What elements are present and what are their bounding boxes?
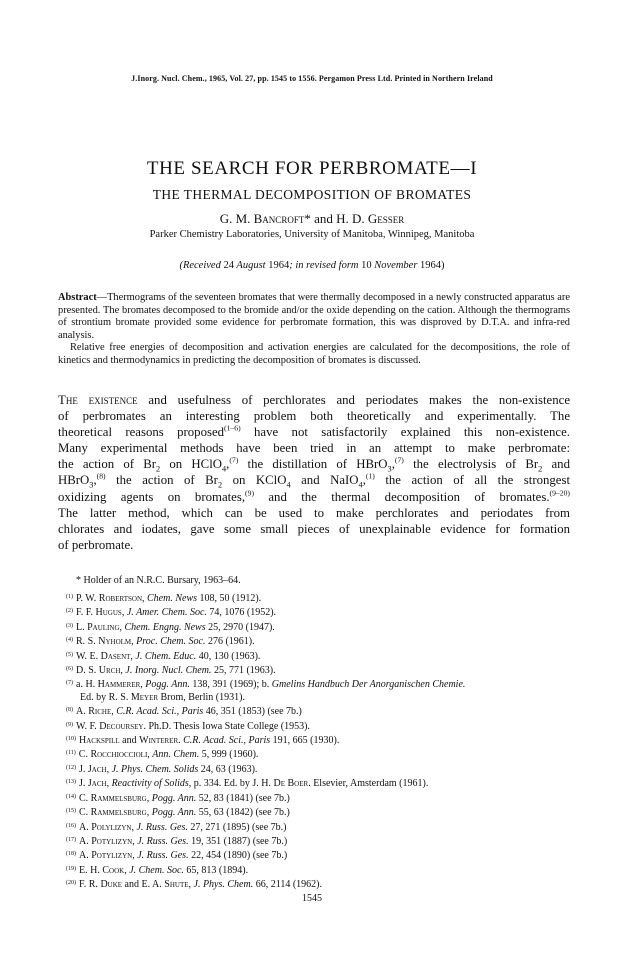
- reference-text: ,: [120, 665, 126, 677]
- reference-number: (2): [66, 608, 73, 615]
- reference-details: 19, 351 (1887) (see 7b.): [188, 835, 288, 847]
- reference-text: ,: [140, 679, 146, 691]
- body-text-6d: on KClO: [222, 473, 287, 488]
- received-year: 1964: [268, 260, 290, 271]
- reference-continuation: [66, 692, 576, 704]
- affiliation: Parker Chemistry Laboratories, University of Manitoba, Winnipeg, Manitoba: [149, 229, 475, 240]
- body-lead-in: The existence: [58, 393, 138, 407]
- reference-item: [66, 776, 576, 790]
- reference-editor: De Boer: [273, 778, 309, 790]
- reference-number: (16): [66, 822, 76, 829]
- reference-source: J. Russ. Ges.: [136, 821, 188, 833]
- reference-initials: a. H.: [76, 679, 98, 691]
- body-text-7a: oxidizing agents on bromates,: [58, 489, 246, 504]
- body-text-5d: the distillation of HBrO: [238, 457, 388, 472]
- citation-7: (7): [229, 456, 239, 466]
- reference-author: Robertson: [98, 593, 142, 604]
- reference-initials: A.: [79, 821, 92, 833]
- reference-number: (3): [66, 622, 73, 629]
- citation-1-6: (1–6): [224, 423, 241, 433]
- reference-initials: A.: [79, 850, 92, 862]
- reference-author: Winterer: [139, 735, 179, 747]
- reference-number: (10): [66, 736, 76, 743]
- reference-details: 191, 665 (1930).: [270, 735, 340, 747]
- reference-number: (19): [66, 865, 76, 872]
- reference-author: Polylizyn: [91, 821, 132, 833]
- reference-author: Meyer: [130, 691, 159, 703]
- reference-text: . Ph.D. Thesis Iowa State College (1953).: [143, 720, 310, 732]
- reference-item: [66, 605, 576, 619]
- reference-text: Ed. by R. S.: [80, 691, 131, 703]
- reference-author: Nyholm: [98, 636, 132, 648]
- reference-text: ,: [146, 792, 152, 804]
- abstract-paragraph-1: [58, 292, 570, 342]
- reference-initials: J.: [79, 778, 88, 790]
- reference-number: (7): [66, 680, 73, 687]
- reference-details: 108, 50 (1912).: [197, 593, 262, 604]
- reference-item: [66, 762, 576, 776]
- reference-source: Pogg. Ann.: [151, 792, 197, 804]
- reference-item: [66, 733, 576, 747]
- reference-source: J. Chem. Educ.: [135, 650, 197, 662]
- reference-initials: C.: [78, 749, 91, 761]
- reference-number: (18): [66, 851, 76, 858]
- abstract-paragraph-2: Relative free energies of decomposition and activation energies are calculated for the decompositions, the role of kinetics and thermodynamics in predicting the decomposition of bromates is discussed.: [58, 342, 570, 366]
- reference-details: 24, 63 (1963).: [198, 763, 258, 775]
- reference-details: , p. 334. Ed. by J. H.: [188, 778, 274, 790]
- reference-text: ,: [142, 593, 147, 604]
- body-text-7b: and the thermal decomposition of bromates.: [254, 489, 550, 504]
- reference-details: 74, 1076 (1952).: [206, 607, 277, 619]
- body-text-6a: HBrO: [58, 473, 90, 488]
- body-text-6g: the action of all the strongest: [374, 473, 571, 488]
- reference-text: ,: [131, 821, 137, 833]
- reference-number: (11): [66, 750, 76, 757]
- body-text-5e: ,: [391, 457, 395, 472]
- reference-details: 27, 271 (1895) (see 7b.): [187, 821, 287, 833]
- body-text-6e: and NaIO: [290, 473, 359, 488]
- subscript: 3: [89, 481, 94, 491]
- reference-initials: P. W.: [76, 593, 99, 604]
- reference-source: Chem. Engng. News: [124, 621, 206, 633]
- revised-month: November: [371, 260, 421, 271]
- body-line-2: of perbromates an interesting problem both theoretically and experimentally. The: [58, 409, 570, 424]
- author-footnote: * Holder of an N.R.C. Bursary, 1963–64.: [76, 575, 241, 586]
- reference-author: Pauling: [87, 621, 120, 633]
- reference-initials: C.: [79, 807, 91, 819]
- reference-author: Rammelsburg: [90, 792, 147, 804]
- reference-author: Dasent: [100, 650, 131, 662]
- reference-author: Duke: [100, 879, 123, 891]
- received-text: (Received: [179, 260, 224, 271]
- subscript: 2: [156, 464, 161, 474]
- reference-text: ,: [111, 706, 117, 718]
- abstract-label: Abstract: [58, 292, 97, 303]
- reference-author: Potylizyn: [91, 835, 133, 847]
- author-2-initials: H. D.: [336, 211, 368, 226]
- citation-9: (9): [245, 488, 254, 498]
- subscript: 2: [538, 464, 543, 474]
- author-line: [0, 211, 624, 227]
- reference-source: J. Amer. Chem. Soc.: [126, 607, 207, 619]
- reference-author: Hammerer: [97, 679, 141, 691]
- reference-text: ,: [106, 763, 112, 775]
- body-text-6f: ,: [362, 473, 366, 488]
- reference-item: [66, 663, 576, 677]
- body-line-1: [58, 392, 570, 408]
- reference-source: J. Chem. Soc.: [129, 864, 184, 876]
- reference-initials: E. H.: [79, 864, 103, 876]
- reference-details: . Elsevier, Amsterdam (1961).: [308, 778, 429, 790]
- body-text-6c: the action of Br: [105, 473, 218, 488]
- reference-item: [66, 620, 576, 634]
- citation-1: (1): [365, 472, 375, 482]
- reference-details: 22, 454 (1890) (see 7b.): [188, 850, 288, 862]
- body-text-3b: have not satisfactorily explained this non-existence.: [240, 425, 570, 440]
- reference-source: J. Phys. Chem. Solids: [111, 763, 199, 775]
- reference-details: 40, 130 (1963).: [196, 650, 261, 662]
- reference-author: Potylizyn: [91, 850, 133, 862]
- reference-author: Rammelsburg: [90, 807, 147, 819]
- reference-source: C.R. Acad. Sci., Paris: [183, 735, 271, 747]
- reference-item: [66, 704, 576, 718]
- reference-text: ,: [131, 636, 137, 648]
- body-text-5a: the action of Br: [58, 457, 157, 472]
- reference-source: J. Russ. Ges.: [137, 850, 189, 862]
- reference-author: Jach: [87, 763, 107, 775]
- reference-source: Reactivity of Solids: [111, 778, 189, 790]
- author-1-footnote-mark: *: [304, 211, 311, 226]
- body-text-5b: on HClO: [160, 457, 223, 472]
- body-line-10: of perbromate.: [58, 537, 134, 552]
- reference-text: ,: [132, 850, 138, 862]
- reference-author: Jach: [87, 778, 107, 790]
- reference-details: 65, 813 (1894).: [183, 864, 249, 876]
- author-2-surname: Gesser: [367, 211, 405, 226]
- reference-item: [66, 834, 576, 848]
- body-text: [58, 392, 570, 553]
- reference-details: Brom, Berlin (1931).: [158, 691, 245, 703]
- reference-author: Cook: [102, 864, 125, 876]
- body-text-5g: and: [542, 457, 570, 472]
- reference-number: (9): [66, 721, 73, 728]
- reference-details: 25, 2970 (1947).: [205, 621, 275, 633]
- received-dates: [0, 260, 624, 271]
- abstract-text-1: —Thermograms of the seventeen bromates that were thermally decomposed in a newly constructed apparatus are presented. The bromates decomposed to the bromide and/or the oxide depending on the cation. Although the thermograms of strontium bromate provided some evidence for perbromate formation, this was disproved by D.T.A. and infra-red analysis.: [58, 292, 570, 341]
- body-text-6b: ,: [93, 473, 97, 488]
- body-text-5f: the electrolysis of Br: [403, 457, 539, 472]
- reference-number: (1): [66, 594, 73, 600]
- abstract: [58, 292, 570, 368]
- reference-initials: W. E.: [76, 650, 101, 662]
- reference-initials: W. F.: [76, 720, 100, 732]
- reference-initials: F. F.: [76, 607, 96, 619]
- reference-author: Hugus: [95, 607, 122, 619]
- received-month: August: [233, 260, 269, 271]
- reference-details: 276 (1961).: [205, 636, 255, 648]
- reference-text: ,: [106, 778, 112, 790]
- received-day: 24: [223, 260, 234, 271]
- body-line-9: chlorates and iodates, gave some small pieces of unexplainable evidence for formation: [58, 521, 570, 536]
- reference-source: J. Phys. Chem.: [193, 879, 254, 891]
- reference-number: (15): [66, 808, 76, 815]
- body-text-5c: ,: [226, 457, 230, 472]
- reference-details: 25, 771 (1963).: [211, 665, 276, 677]
- reference-text: ,: [147, 749, 153, 761]
- body-text-3a: theoretical reasons proposed: [58, 425, 225, 440]
- body-text-1: and usefulness of perchlorates and periodates makes the non-existence: [137, 393, 570, 407]
- reference-author: Riche: [88, 706, 112, 718]
- reference-author: Decoursey: [99, 720, 144, 732]
- paper-subtitle: THE THERMAL DECOMPOSITION OF BROMATES: [152, 187, 472, 202]
- reference-item: [66, 649, 576, 663]
- revised-day: 10: [361, 260, 372, 271]
- reference-source: J. Russ. Ges.: [137, 835, 189, 847]
- reference-details: 55, 63 (1842) (see 7b.): [196, 807, 290, 819]
- reference-text: ,: [132, 835, 138, 847]
- reference-source: C.R. Acad. Sci., Paris: [116, 706, 204, 718]
- journal-citation-line: J.Inorg. Nucl. Chem., 1965, Vol. 27, pp. 1545 to 1556. Pergamon Press Ltd. Printed in Northern Ireland: [131, 74, 493, 83]
- reference-item: [66, 877, 576, 891]
- reference-details: 5, 999 (1960).: [199, 749, 259, 761]
- reference-source: Pogg. Ann.: [151, 807, 197, 819]
- reference-text: ,: [121, 607, 127, 619]
- author-conjunction: and: [310, 211, 337, 226]
- subscript: 4: [222, 464, 227, 474]
- reference-number: (8): [66, 707, 73, 714]
- reference-item: [66, 747, 576, 761]
- reference-initials: D. S.: [76, 665, 99, 677]
- reference-item: [66, 805, 576, 819]
- reference-initials: L.: [76, 621, 88, 633]
- reference-number: (13): [66, 779, 76, 786]
- reference-item: [66, 634, 576, 648]
- reference-source: Gmelins Handbuch Der Anorganischen Chemie.: [271, 679, 466, 691]
- subscript: 3: [387, 464, 392, 474]
- reference-number: (17): [66, 836, 76, 843]
- citation-7: (7): [394, 456, 404, 466]
- reference-number: (4): [66, 637, 73, 644]
- reference-text: ,: [188, 879, 194, 891]
- reference-author: Hackspill: [79, 735, 120, 747]
- paper-title: THE SEARCH FOR PERBROMATE—I: [146, 158, 478, 179]
- reference-number: (12): [66, 764, 76, 771]
- reference-text: .: [178, 735, 184, 747]
- revised-text: ; in revised form: [289, 260, 362, 271]
- reference-item: [66, 591, 576, 605]
- reference-item: [66, 677, 576, 691]
- subscript: 4: [286, 481, 291, 491]
- reference-details: 66, 2114 (1962).: [253, 879, 323, 891]
- reference-item: [66, 863, 576, 877]
- reference-initials: A.: [76, 706, 89, 718]
- reference-text: and E. A.: [122, 879, 165, 891]
- revised-year: 1964): [420, 260, 445, 271]
- reference-number: (5): [66, 651, 73, 658]
- reference-source: Ann. Chem.: [152, 749, 200, 761]
- author-1-surname: Bancroft: [253, 211, 305, 226]
- body-line-6: [58, 472, 571, 491]
- reference-number: (14): [66, 793, 76, 800]
- reference-source: Pogg. Ann.: [145, 679, 190, 691]
- reference-source: J. Inorg. Nucl. Chem.: [125, 665, 212, 677]
- reference-item: [66, 848, 576, 862]
- reference-number: (20): [66, 880, 76, 887]
- reference-text: ,: [124, 864, 130, 876]
- reference-details: 52, 83 (1841) (see 7b.): [196, 792, 290, 804]
- reference-author: Urch: [98, 665, 121, 677]
- reference-source: Proc. Chem. Soc.: [136, 636, 206, 648]
- reference-list: [66, 591, 576, 892]
- body-line-7: [58, 489, 570, 505]
- reference-details: 46, 351 (1853) (see 7b.): [203, 706, 302, 718]
- body-line-5: [58, 456, 570, 472]
- reference-text: ,: [130, 650, 136, 662]
- reference-text: and: [119, 735, 140, 747]
- reference-initials: J.: [79, 763, 88, 775]
- reference-text: ,: [146, 807, 152, 819]
- reference-initials: R. S.: [76, 636, 99, 648]
- reference-initials: A.: [79, 835, 92, 847]
- reference-source: Chem. News: [147, 593, 197, 604]
- body-line-4: Many experimental methods have been tried in an attempt to make perbromate:: [58, 441, 570, 456]
- reference-initials: F. R.: [79, 879, 101, 891]
- author-1-initials: G. M.: [219, 211, 254, 226]
- body-line-3: [58, 424, 570, 440]
- reference-item: [66, 791, 576, 805]
- citation-9-20: (9–20): [549, 488, 570, 498]
- reference-initials: C.: [79, 792, 91, 804]
- body-line-8: The latter method, which can be used to make perchlorates and periodates from: [58, 505, 570, 520]
- reference-details: 138, 391 (1969); b.: [189, 679, 272, 691]
- page-number: 1545: [302, 893, 322, 904]
- reference-author: Rocchioccioli: [90, 749, 148, 761]
- citation-8: (8): [96, 472, 106, 482]
- subscript: 2: [217, 481, 223, 491]
- reference-item: [66, 719, 576, 733]
- reference-number: (6): [66, 666, 73, 673]
- reference-text: ,: [119, 621, 125, 633]
- reference-item: [66, 820, 576, 834]
- subscript: 4: [358, 481, 363, 491]
- reference-author: Shute: [164, 879, 189, 891]
